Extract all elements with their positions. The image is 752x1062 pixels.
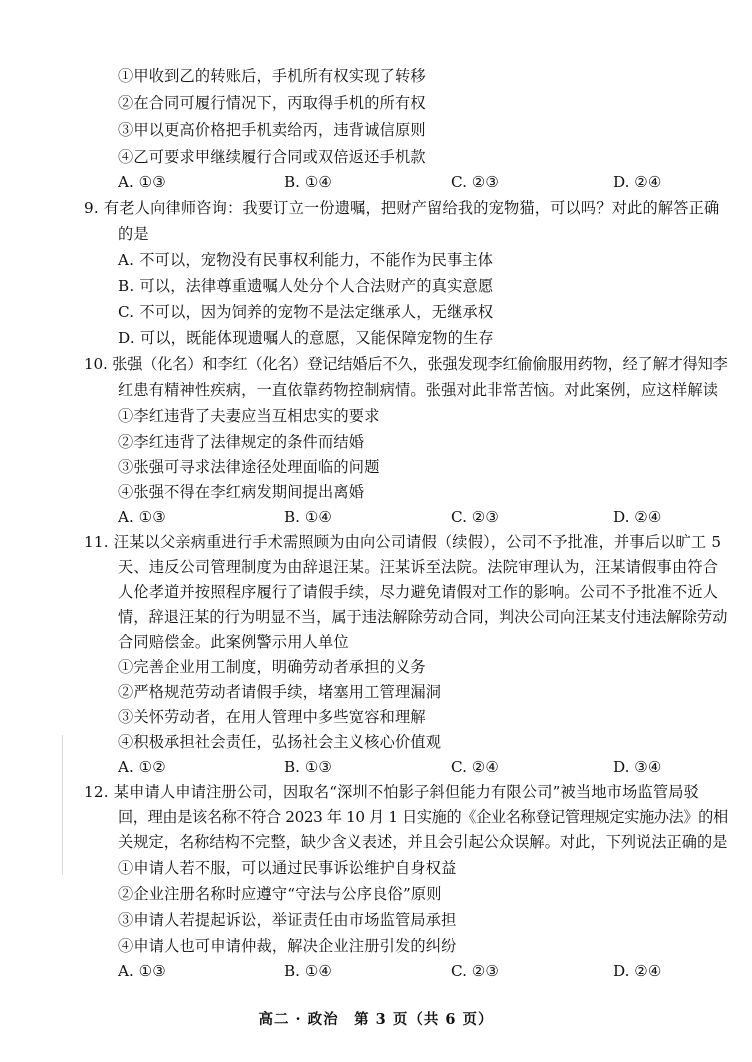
q10-choice-a: A. ①③ — [118, 508, 166, 526]
q10-stem-line-1: 10. 张强（化名）和李红（化名）登记结婚后不久，张强发现李红偷偷服用药物，经了解才得知李 — [84, 355, 728, 373]
q12-stem-line-1: 12. 某申请人申请注册公司，因取名“深圳不怕影子斜但能力有限公司”被当地市场监管局驳 — [84, 783, 700, 801]
q10-option-2: ②李红违背了法律规定的条件而结婚 — [118, 433, 365, 451]
q10-option-4: ④张强不得在李红病发期间提出离婚 — [118, 483, 365, 501]
page-footer: 高二 · 政治 第 3 页（共 6 页） — [258, 1011, 494, 1028]
q11-choice-d: D. ③④ — [613, 758, 662, 776]
q11-stem-line-5: 合同赔偿金。此案例警示用人单位 — [118, 633, 349, 651]
q11-choice-a: A. ①② — [118, 758, 166, 776]
q8-option-1: ①甲收到乙的转账后，手机所有权实现了转移 — [118, 67, 426, 85]
q9-option-d: D. 可以，既能体现遗嘱人的意愿，又能保障宠物的生存 — [118, 329, 494, 347]
q10-option-3: ③张强可寻求法律途径处理面临的问题 — [118, 458, 380, 476]
q12-option-1: ①申请人若不服，可以通过民事诉讼维护自身权益 — [118, 859, 457, 877]
q11-stem-line-3: 人伦孝道并按照程序履行了请假手续，尽力避免请假对工作的影响。公司不予批准不近人 — [118, 583, 719, 601]
q10-choice-c: C. ②③ — [451, 508, 499, 526]
q12-stem-line-2: 回，理由是该名称不符合 2023 年 10 月 1 日实施的《企业名称登记管理规定实施办法》的相 — [118, 808, 728, 826]
q12-option-3: ③申请人若提起诉讼，举证责任由市场监管局承担 — [118, 911, 457, 929]
q8-choice-b: B. ①④ — [284, 173, 333, 191]
q9-option-a: A. 不可以，宠物没有民事权利能力，不能作为民事主体 — [118, 251, 494, 269]
q11-option-1: ①完善企业用工制度，明确劳动者承担的义务 — [118, 658, 426, 676]
q9-stem-line-2: 的是 — [118, 225, 149, 243]
q12-choice-d: D. ②④ — [613, 962, 662, 980]
q9-stem-line-1: 9. 有老人向律师咨询：我要订立一份遗嘱，把财产留给我的宠物猫，可以吗？对此的解答正确 — [84, 199, 720, 217]
q12-option-4: ④申请人也可申请仲裁，解决企业注册引发的纠纷 — [118, 937, 457, 955]
q9-option-b: B. 可以，法律尊重遗嘱人处分个人合法财产的真实意愿 — [118, 277, 494, 295]
q8-option-2: ②在合同可履行情况下，丙取得手机的所有权 — [118, 94, 426, 112]
q11-option-4: ④积极承担社会责任，弘扬社会主义核心价值观 — [118, 733, 442, 751]
q9-option-c: C. 不可以，因为饲养的宠物不是法定继承人，无继承权 — [118, 303, 494, 321]
q12-choice-c: C. ②③ — [451, 962, 499, 980]
q11-stem-line-2: 天、违反公司管理制度为由辞退汪某。汪某诉至法院。法院审理认为，汪某请假事由符合 — [118, 558, 719, 576]
q11-option-2: ②严格规范劳动者请假手续，堵塞用工管理漏洞 — [118, 683, 442, 701]
q8-choice-c: C. ②③ — [451, 173, 499, 191]
q8-choice-d: D. ②④ — [613, 173, 662, 191]
q10-stem-line-2: 红患有精神性疾病，一直依靠药物控制病情。张强对此非常苦恼。对此案例，应这样解读 — [118, 381, 719, 399]
q11-choice-c: C. ②④ — [451, 758, 499, 776]
q8-choice-a: A. ①③ — [118, 173, 166, 191]
q8-option-3: ③甲以更高价格把手机卖给丙，违背诚信原则 — [118, 121, 426, 139]
scan-artifact-line — [62, 735, 63, 875]
q12-choice-b: B. ①④ — [284, 962, 333, 980]
q11-option-3: ③关怀劳动者，在用人管理中多些宽容和理解 — [118, 708, 426, 726]
q8-option-4: ④乙可要求甲继续履行合同或双倍返还手机款 — [118, 148, 426, 166]
q11-stem-line-1: 11. 汪某以父亲病重进行手术需照顾为由向公司请假（续假），公司不予批准，并事后以旷工 5 — [84, 533, 722, 551]
q10-choice-d: D. ②④ — [613, 508, 662, 526]
q12-option-2: ②企业注册名称时应遵守“守法与公序良俗”原则 — [118, 885, 442, 903]
q11-stem-line-4: 情，辞退汪某的行为明显不当，属于违法解除劳动合同，判决公司向汪某支付违法解除劳动 — [118, 608, 728, 626]
q11-choice-b: B. ①③ — [284, 758, 333, 776]
q12-stem-line-3: 关规定，名称结构不完整，缺少含义表述，并且会引起公众误解。对此，下列说法正确的是 — [118, 833, 728, 851]
q10-option-1: ①李红违背了夫妻应当互相忠实的要求 — [118, 407, 380, 425]
q10-choice-b: B. ①④ — [284, 508, 333, 526]
q12-choice-a: A. ①③ — [118, 962, 166, 980]
